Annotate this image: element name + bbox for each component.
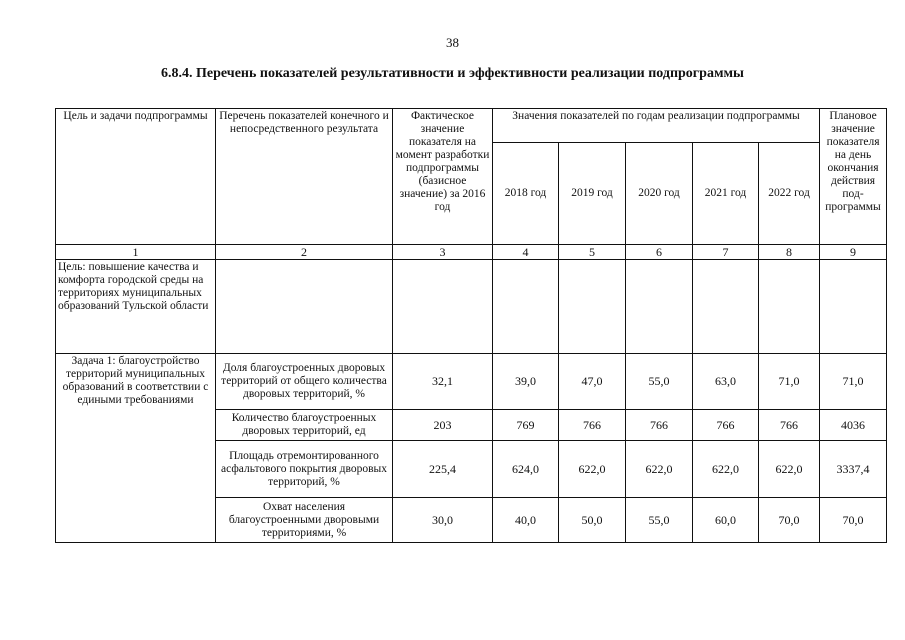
indicator-name: Площадь отремонтированного асфальтового покрытия дворовых территорий, % [216, 441, 393, 498]
goal-cell: Цель: повышение качества и комфорта городской среды на территориях муниципальных образований Тульской области [56, 260, 216, 354]
base-value: 225,4 [393, 441, 493, 498]
header-year-2020: 2020 год [626, 143, 693, 245]
year-value: 766 [559, 410, 626, 441]
year-value: 622,0 [626, 441, 693, 498]
empty-cell [493, 260, 559, 354]
empty-cell [393, 260, 493, 354]
year-value: 769 [493, 410, 559, 441]
column-number: 8 [759, 245, 820, 260]
plan-value: 4036 [820, 410, 887, 441]
year-value: 63,0 [693, 354, 759, 410]
column-number: 5 [559, 245, 626, 260]
header-indicators-list: Перечень показателей конечного и непосредственного результата [216, 109, 393, 245]
year-value: 60,0 [693, 498, 759, 543]
plan-value: 71,0 [820, 354, 887, 410]
indicator-name: Охват населения благоустроенными дворовыми территориями, % [216, 498, 393, 543]
empty-cell [559, 260, 626, 354]
base-value: 30,0 [393, 498, 493, 543]
year-value: 40,0 [493, 498, 559, 543]
header-base-value: Фактическое значение показателя на момент разработки подпрограммы (базисное значение) за 2016 год [393, 109, 493, 245]
year-value: 39,0 [493, 354, 559, 410]
empty-cell [626, 260, 693, 354]
column-number: 4 [493, 245, 559, 260]
column-number: 7 [693, 245, 759, 260]
column-number: 6 [626, 245, 693, 260]
year-value: 766 [693, 410, 759, 441]
table-row [56, 354, 887, 410]
base-value: 32,1 [393, 354, 493, 410]
page-number: 38 [446, 35, 459, 50]
column-number: 9 [820, 245, 887, 260]
header-year-2018: 2018 год [493, 143, 559, 245]
column-number: 2 [216, 245, 393, 260]
year-value: 47,0 [559, 354, 626, 410]
empty-cell [820, 260, 887, 354]
year-value: 71,0 [759, 354, 820, 410]
header-goal-tasks: Цель и задачи подпрограммы [56, 109, 216, 245]
base-value: 203 [393, 410, 493, 441]
empty-cell [216, 260, 393, 354]
year-value: 50,0 [559, 498, 626, 543]
column-number: 1 [56, 245, 216, 260]
header-year-2021: 2021 год [693, 143, 759, 245]
year-value: 70,0 [759, 498, 820, 543]
header-plan-value: Плановое значение показателя на день окончания действия под-программы [820, 109, 887, 245]
indicator-name: Доля благоустроенных дворовых территорий от общего количества дворовых территорий, % [216, 354, 393, 410]
year-value: 622,0 [559, 441, 626, 498]
header-year-2022: 2022 год [759, 143, 820, 245]
header-years-group: Значения показателей по годам реализации подпрограммы [493, 109, 820, 143]
empty-cell [693, 260, 759, 354]
year-value: 55,0 [626, 354, 693, 410]
year-value: 766 [759, 410, 820, 441]
section-title: 6.8.4. Перечень показателей результативности и эффективности реализации подпрограммы [161, 66, 744, 81]
empty-cell [759, 260, 820, 354]
year-value: 766 [626, 410, 693, 441]
year-value: 55,0 [626, 498, 693, 543]
year-value: 624,0 [493, 441, 559, 498]
indicator-name: Количество благоустроенных дворовых территорий, ед [216, 410, 393, 441]
year-value: 622,0 [759, 441, 820, 498]
column-number: 3 [393, 245, 493, 260]
indicators-table [55, 108, 887, 543]
plan-value: 70,0 [820, 498, 887, 543]
year-value: 622,0 [693, 441, 759, 498]
header-year-2019: 2019 год [559, 143, 626, 245]
plan-value: 3337,4 [820, 441, 887, 498]
task-cell: Задача 1: благоустройство территорий муниципальных образований в соответствии с едиными требованиями [56, 354, 216, 543]
